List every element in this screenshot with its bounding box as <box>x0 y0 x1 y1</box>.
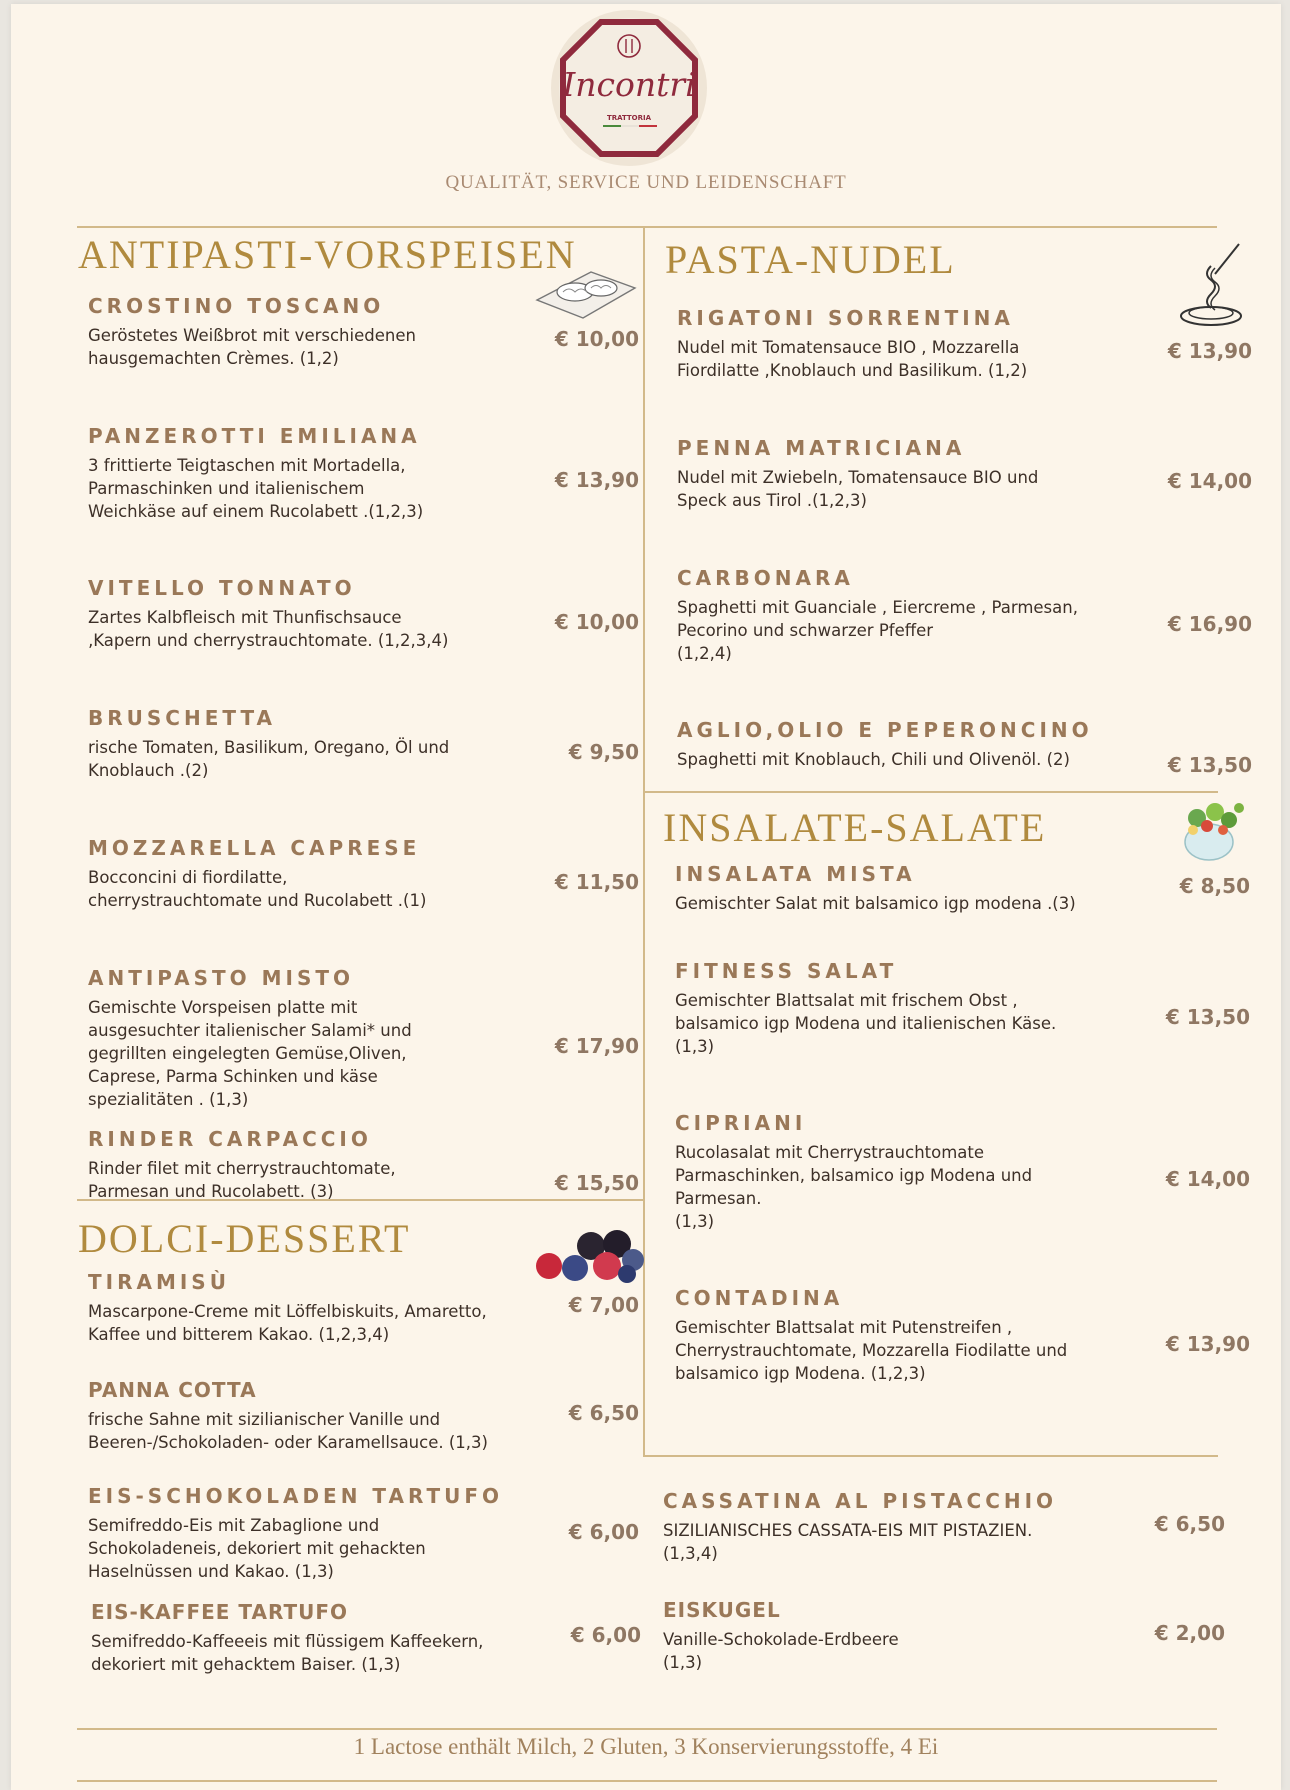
item-price: € 6,00 <box>568 1520 639 1544</box>
item-price: € 7,00 <box>568 1293 639 1317</box>
menu-item <box>675 959 1056 1058</box>
menu-item <box>88 1127 396 1203</box>
menu-item <box>88 836 426 912</box>
menu-item <box>88 424 423 523</box>
item-name: ANTIPASTO MISTO <box>88 966 355 990</box>
salate-bottom-divider <box>643 1455 1218 1457</box>
item-name: EISKUGEL <box>663 1598 781 1622</box>
item-name: PENNA MATRICIANA <box>677 436 966 460</box>
item-price: € 13,90 <box>554 468 639 492</box>
item-price: € 10,00 <box>554 610 639 634</box>
top-divider <box>77 226 1217 228</box>
item-price: € 6,00 <box>570 1623 641 1647</box>
item-name: EIS-SCHOKOLADEN TARTUFO <box>88 1484 504 1508</box>
item-name: EIS-KAFFEE TARTUFO <box>91 1600 349 1624</box>
footer-top-divider <box>77 1728 1217 1730</box>
item-name: MOZZARELLA CAPRESE <box>88 836 421 860</box>
item-price: € 2,00 <box>1154 1621 1225 1645</box>
item-description: Gemischter Blattsalat mit Putenstreifen , Cherrystrauchtomate, Mozzarella Fiodilatte und balsamico igp Modena. (1,2,3) <box>675 1318 1068 1383</box>
menu-item <box>677 306 1027 382</box>
restaurant-logo <box>549 8 709 168</box>
item-description: Spaghetti mit Knoblauch, Chili und Olivenöl. (2) <box>677 750 1070 769</box>
item-name: CONTADINA <box>675 1286 844 1310</box>
item-description: Semifreddo-Eis mit Zabaglione und Schokoladeneis, dekoriert mit gehackten Haselnüssen und Kakao. (1,3) <box>88 1516 426 1581</box>
item-price: € 16,90 <box>1167 612 1252 636</box>
item-price: € 14,00 <box>1167 469 1252 493</box>
menu-item <box>663 1598 899 1674</box>
item-description: 3 frittierte Teigtaschen mit Mortadella, Parmaschinken und italienischem Weichkäse auf einem Rucolabett .(1,2,3) <box>88 456 424 521</box>
tagline: QUALITÄT, SERVICE UND LEIDENSCHAFT <box>445 172 847 193</box>
item-price: € 13,50 <box>1167 753 1252 777</box>
pasta-salate-divider <box>643 791 1218 793</box>
item-description: Mascarpone-Creme mit Löffelbiskuits, Amaretto, Kaffee und bitterem Kakao. (1,2,3,4) <box>88 1302 487 1344</box>
salad-bowl-icon <box>1171 796 1251 868</box>
menu-item <box>675 1286 1067 1385</box>
item-price: € 10,00 <box>554 327 639 351</box>
item-price: € 15,50 <box>554 1171 639 1195</box>
item-name: PANZEROTTI EMILIANA <box>88 424 421 448</box>
item-description: frische Sahne mit sizilianischer Vanille und Beeren-/Schokoladen- oder Karamellsauce. (1,3) <box>88 1410 488 1452</box>
item-name: CARBONARA <box>677 566 854 590</box>
item-description: Geröstetes Weißbrot mit verschiedenen hausgemachten Crèmes. (1,2) <box>88 326 416 368</box>
section-title-dolci: DOLCI-DESSERT <box>78 1216 411 1261</box>
item-price: € 17,90 <box>554 1034 639 1058</box>
item-description: Nudel mit Zwiebeln, Tomatensauce BIO und Speck aus Tirol .(1,2,3) <box>677 468 1039 510</box>
item-description: Gemischter Blattsalat mit frischem Obst , balsamico igp Modena und italienischen Käse. (1,3) <box>675 991 1057 1056</box>
item-name: RIGATONI SORRENTINA <box>677 306 1014 330</box>
item-name: BRUSCHETTA <box>88 706 277 730</box>
item-description: SIZILIANISCHES CASSATA-EIS MIT PISTAZIEN. (1,3,4) <box>663 1521 1033 1563</box>
item-description: Spaghetti mit Guanciale , Eiercreme , Parmesan, Pecorino und schwarzer Pfeffer (1,2,4) <box>677 598 1078 663</box>
item-price: € 14,00 <box>1165 1167 1250 1191</box>
menu-item <box>88 1378 488 1454</box>
bread-board-icon <box>531 262 641 324</box>
section-title-salate: INSALATE-SALATE <box>663 805 1047 850</box>
menu-page <box>11 4 1281 1790</box>
menu-item <box>88 294 416 370</box>
menu-item <box>677 566 1078 665</box>
item-price: € 13,90 <box>1165 1332 1250 1356</box>
item-description: Rucolasalat mit Cherrystrauchtomate Parmaschinken, balsamico igp Modena und Parmesan. (1,3) <box>675 1143 1033 1231</box>
menu-item <box>675 1111 1032 1233</box>
item-name: CIPRIANI <box>675 1111 807 1135</box>
item-description: Vanille-Schokolade-Erdbeere (1,3) <box>663 1630 899 1672</box>
menu-item <box>91 1600 483 1676</box>
item-name: CROSTINO TOSCANO <box>88 294 385 318</box>
svg-text:TRATTORIA: TRATTORIA <box>606 114 652 122</box>
item-name: INSALATA MISTA <box>675 862 916 886</box>
item-name: PANNA COTTA <box>88 1378 257 1402</box>
item-description: Zartes Kalbfleisch mit Thunfischsauce ‚Kapern und cherrystrauchtomate. (1,2,3,4) <box>88 608 449 650</box>
footer-bottom-divider <box>77 1780 1217 1782</box>
menu-item <box>675 862 1076 915</box>
item-description: rische Tomaten, Basilikum, Oregano, Öl und Knoblauch .(2) <box>88 738 450 780</box>
item-name: FITNESS SALAT <box>675 959 898 983</box>
item-name: AGLIO,OLIO E PEPERONCINO <box>677 718 1093 742</box>
berries-icon <box>529 1226 649 1286</box>
item-description: Gemischter Salat mit balsamico igp modena .(3) <box>675 894 1076 913</box>
item-price: € 13,50 <box>1165 1005 1250 1029</box>
item-price: € 11,50 <box>554 870 639 894</box>
item-name: VITELLO TONNATO <box>88 576 356 600</box>
menu-item <box>677 718 1093 771</box>
menu-item <box>88 1270 487 1346</box>
menu-item <box>88 576 448 652</box>
item-price: € 8,50 <box>1179 874 1250 898</box>
item-price: € 6,50 <box>568 1401 639 1425</box>
menu-item <box>88 966 412 1111</box>
item-name: RINDER CARPACCIO <box>88 1127 372 1151</box>
item-price: € 9,50 <box>568 740 639 764</box>
item-description: Bocconcini di fiordilatte, cherrystrauchtomate und Rucolabett .(1) <box>88 868 427 910</box>
item-price: € 13,90 <box>1167 339 1252 363</box>
item-name: CASSATINA AL PISTACCHIO <box>663 1489 1058 1513</box>
section-title-pasta: PASTA-NUDEL <box>665 237 956 282</box>
section-title-antipasti: ANTIPASTI-VORSPEISEN <box>78 232 577 277</box>
item-description: Gemischte Vorspeisen platte mit ausgesuchter italienischer Salami* und gegrillten eingelegten Gemüse,Oliven, Caprese, Parma Schinken und käse spezialitäten . (1,3) <box>88 998 412 1109</box>
spaghetti-fork-icon <box>1171 240 1251 330</box>
menu-item <box>88 1484 503 1583</box>
item-description: Nudel mit Tomatensauce BIO , Mozzarella Fiordilatte ,Knoblauch und Basilikum. (1,2) <box>677 338 1028 380</box>
menu-item <box>677 436 1038 512</box>
menu-item <box>88 706 449 782</box>
svg-text:Incontri: Incontri <box>562 65 696 104</box>
item-price: € 6,50 <box>1154 1512 1225 1536</box>
item-description: Rinder filet mit cherrystrauchtomate, Parmesan und Rucolabett. (3) <box>88 1159 396 1201</box>
menu-item <box>663 1489 1057 1565</box>
item-description: Semifreddo-Kaffeeeis mit flüssigem Kaffeekern, dekoriert mit gehacktem Baiser. (1,3) <box>91 1632 484 1674</box>
allergen-legend: 1 Lactose enthält Milch, 2 Gluten, 3 Konservierungsstoffe, 4 Ei <box>353 1734 939 1759</box>
item-name: TIRAMISÙ <box>88 1270 230 1294</box>
